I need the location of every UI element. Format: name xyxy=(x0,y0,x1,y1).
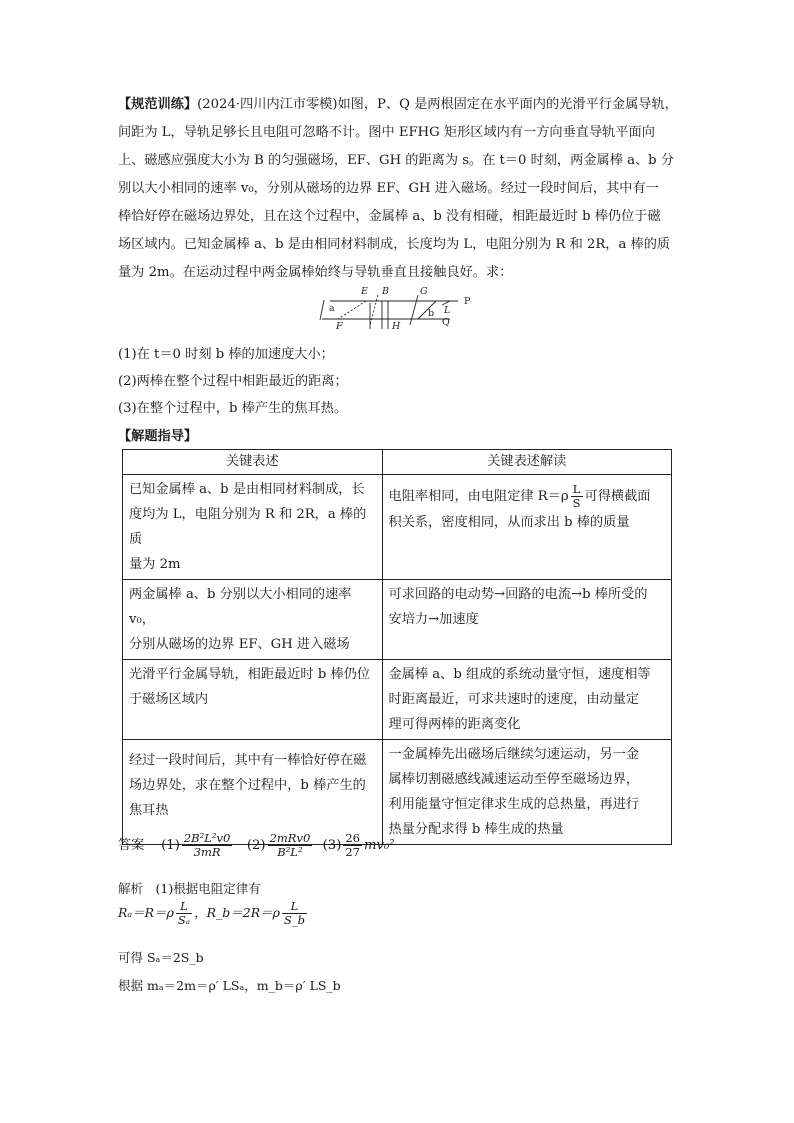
table-header-row xyxy=(123,450,672,475)
problem-tag: 【规范训练】 xyxy=(118,97,198,112)
problem-line-4: 别以大小相同的速率 v₀，分别从磁场的边界 EF、GH 进入磁场。经过一段时间后，其中有一 xyxy=(118,181,659,196)
problem-line-1: 【规范训练】(2024·四川内江市零模)如图，P、Q 是两根固定在水平面内的光滑平行金属导轨， xyxy=(118,97,678,112)
label-l: L xyxy=(444,305,451,316)
table-row xyxy=(123,660,672,740)
label-b: B xyxy=(382,286,389,297)
rod-a xyxy=(338,301,366,319)
boundary-ef xyxy=(370,295,378,325)
header-interpretation: 关键表述解读 xyxy=(382,450,671,475)
answer-line: 答案 (1) $\frac{\text{2B²L²v0}}{3mR}$ (2) $\frac{\text{2mRv0}}{\text{B²L²}}$ (3) $\frac{26}{27}$ mv₀² xyxy=(118,831,395,859)
answer-1-fraction: $\frac{\text{2B²L²v0}}{3mR}$ xyxy=(183,831,231,859)
label-g: G xyxy=(420,286,428,297)
problem-line-2: 间距为 L，导轨足够长且电阻可忽略不计。图中 EFHG 矩形区域内有一方向垂直导轨平面向 xyxy=(118,125,655,140)
table-row xyxy=(123,740,672,845)
row-2-left: 两金属棒 a、b 分别以大小相同的速率 v₀， 分别从磁场的边界 EF、GH 进入磁场 xyxy=(123,580,383,660)
row-3-right: 金属棒 a、b 组成的系统动量守恒，速度相等 时距离最近，可求共速时的速度，由动量定 理可得两棒的距离变化 xyxy=(382,660,671,740)
solution-eq-3: 根据 mₐ＝2m＝ρ′ LSₐ，m_b＝ρ′ LS_b xyxy=(118,978,341,993)
label-p: P xyxy=(464,296,471,307)
row-1-left: 已知金属棒 a、b 是由相同材料制成，长 度均为 L，电阻分别为 R 和 2R，a 棒的质 量为 2m xyxy=(123,475,383,580)
table-row xyxy=(123,580,672,660)
row-4-left: 经过一段时间后，其中有一棒恰好停在磁 场边界处，求在整个过程中，b 棒产生的 焦耳热 xyxy=(123,740,383,845)
problem-line-6: 场区域内。已知金属棒 a、b 是由相同材料制成，长度均为 L，电阻分别为 R 和 2R，a 棒的质 xyxy=(118,237,671,252)
label-h: H xyxy=(392,321,401,331)
problem-line-7: 量为 2m。在运动过程中两金属棒始终与导轨垂直且接触良好。求： xyxy=(118,265,513,280)
boundary-gh xyxy=(410,295,418,325)
solution-intro: 解析 (1)根据电阻定律有 xyxy=(118,881,261,896)
label-b-rod: b xyxy=(428,308,435,319)
question-2: (2)两棒在整个过程中相距最近的距离； xyxy=(118,374,348,389)
label-f: F xyxy=(336,321,343,331)
solution-eq-1: Rₐ＝R＝ρ $\frac{L}{\text{Sₐ}}$ ，R_b＝2R＝ρ $\frac{L}{S\_b}$ xyxy=(118,899,305,927)
question-3: (3)在整个过程中，b 棒产生的焦耳热。 xyxy=(118,401,348,416)
guide-table xyxy=(122,449,672,845)
row-3-left: 光滑平行金属导轨，相距最近时 b 棒仍位 于磁场区域内 xyxy=(123,660,383,740)
label-a: a xyxy=(329,303,335,314)
row-4-right: 一金属棒先出磁场后继续匀速运动，另一金 属棒切割磁感线减速运动至停至磁场边界， 利用能量守恒定律求生成的总热量，再进行 热量分配求得 b 棒生成的热量 xyxy=(382,740,671,845)
row-2-right: 可求回路的电动势→回路的电流→b 棒所受的 安培力→加速度 xyxy=(382,580,671,660)
answer-label: 答案 xyxy=(118,838,145,853)
row-1-right: 电阻率相同，由电阻定律 R＝ρ $\frac{L}{S}$ 可得横截面 积关系，密度相同，从而求出 b 棒的质量 xyxy=(382,475,671,580)
problem-line-3: 上、磁感应强度大小为 B 的匀强磁场，EF、GH 的距离为 s。在 t＝0 时刻，两金属棒 a、b 分 xyxy=(118,153,674,168)
guide-title: 【解题指导】 xyxy=(118,429,198,444)
question-1: (1)在 t＝0 时刻 b 棒的加速度大小； xyxy=(118,347,334,362)
label-q: Q xyxy=(442,317,450,328)
answer-2-fraction: $\frac{\text{2mRv0}}{\text{B²L²}}$ xyxy=(269,831,311,859)
solution-eq-2: 可得 Sₐ＝2S_b xyxy=(118,950,204,965)
answer-3-fraction: $\frac{26}{27}$ xyxy=(345,831,360,859)
label-e: E xyxy=(361,286,368,297)
header-key-statement: 关键表述 xyxy=(123,450,383,475)
rail-diagram xyxy=(318,283,488,331)
table-row xyxy=(123,475,672,580)
problem-line-5: 棒恰好停在磁场边界处，且在这个过程中，金属棒 a、b 没有相碰，相距最近时 b 棒仍位于磁 xyxy=(118,209,661,224)
